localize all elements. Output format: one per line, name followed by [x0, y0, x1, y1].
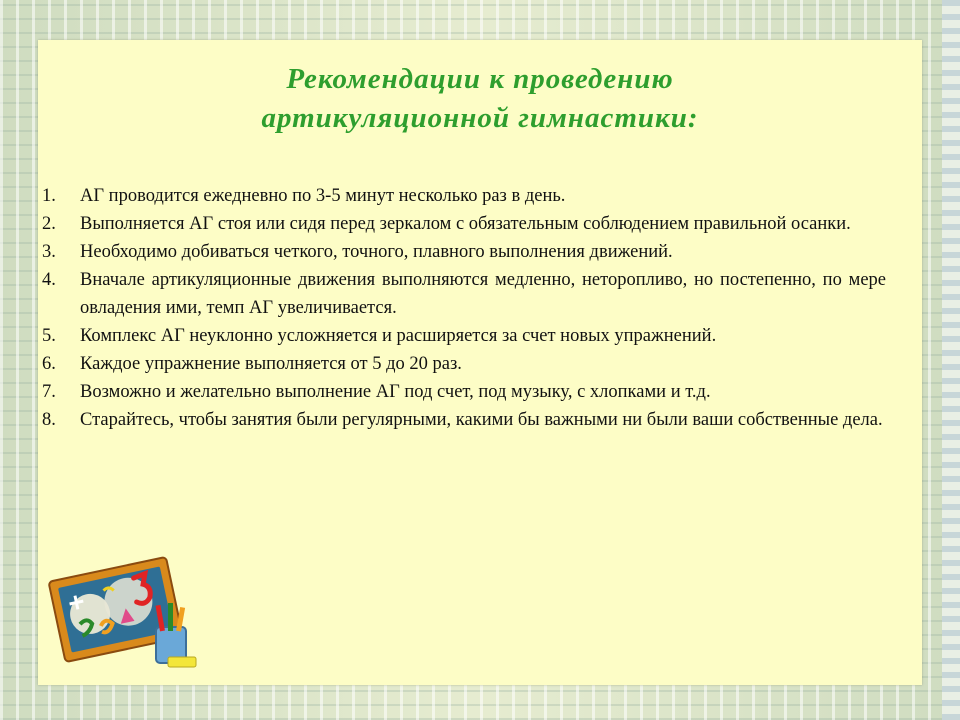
- school-board-icon: [48, 545, 198, 675]
- list-item: [42, 350, 886, 378]
- list-item: [42, 266, 886, 322]
- list-item: [42, 182, 886, 210]
- slide-title: [0, 60, 960, 138]
- list-item: [42, 406, 886, 434]
- item-number: 6.: [42, 354, 56, 374]
- item-number: 5.: [42, 326, 56, 346]
- item-text: Комплекс АГ неуклонно усложняется и расширяется за счет новых упражнений.: [80, 326, 717, 346]
- item-text: Вначале артикуляционные движения выполняются медленно, неторопливо, но постепенно, по мере овладения ими, темп АГ увеличивается.: [80, 270, 886, 318]
- item-text: АГ проводится ежедневно по 3-5 минут несколько раз в день.: [80, 186, 566, 206]
- list-item: [42, 210, 886, 238]
- list-item: [42, 378, 886, 406]
- item-text: Возможно и желательно выполнение АГ под счет, под музыку, с хлопками и т.д.: [80, 382, 711, 402]
- item-text: Старайтесь, чтобы занятия были регулярными, какими бы важными ни были ваши собственные дела.: [80, 410, 883, 430]
- list-item: [42, 238, 886, 266]
- recommendations-list: [42, 182, 886, 434]
- list-item: [42, 322, 886, 350]
- item-text: Необходимо добиваться четкого, точного, плавного выполнения движений.: [80, 242, 673, 262]
- title-line-1: Рекомендации к проведению: [286, 63, 674, 95]
- item-number: 3.: [42, 242, 56, 262]
- item-number: 4.: [42, 270, 56, 290]
- title-line-2: артикуляционной гимнастики:: [261, 102, 699, 134]
- item-number: 2.: [42, 214, 56, 234]
- item-text: Каждое упражнение выполняется от 5 до 20 раз.: [80, 354, 462, 374]
- item-text: Выполняется АГ стоя или сидя перед зеркалом с обязательным соблюдением правильной осанки.: [80, 214, 851, 234]
- item-number: 8.: [42, 410, 56, 430]
- item-number: 7.: [42, 382, 56, 402]
- item-number: 1.: [42, 186, 56, 206]
